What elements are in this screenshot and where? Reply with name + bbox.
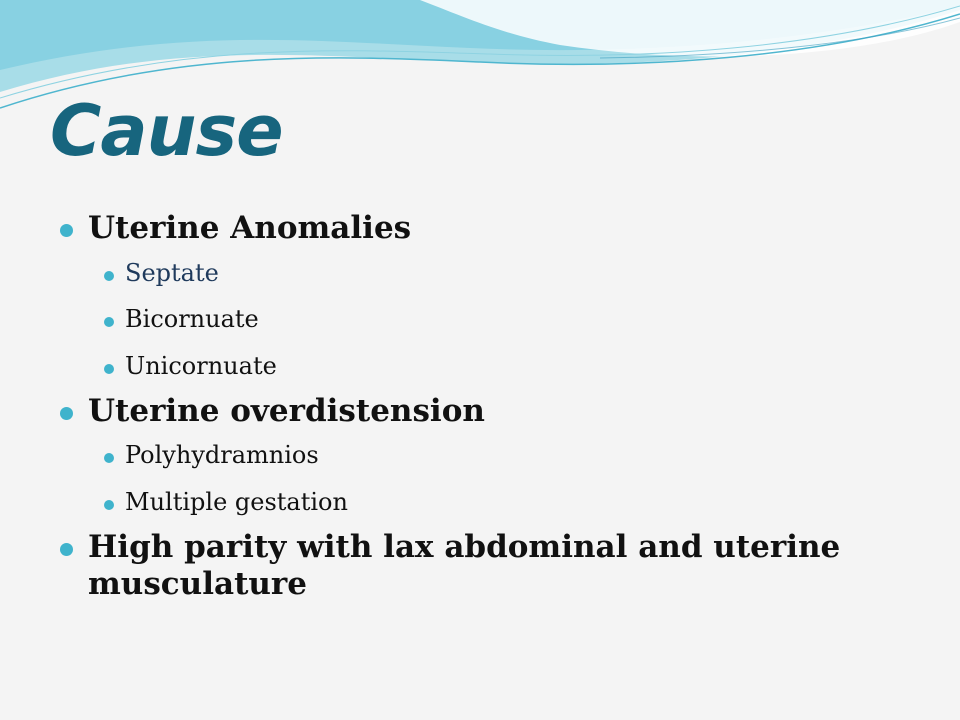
- bullet-uterine-anomalies: [60, 210, 920, 248]
- bullet-dot-icon: [104, 500, 114, 510]
- bullet-dot-icon: [104, 453, 114, 463]
- bullet-high-parity: [60, 529, 920, 605]
- bullet-dot-icon: [104, 317, 114, 327]
- slide-title: Cause: [50, 90, 283, 172]
- sub-bullet-bicornuate: [60, 306, 920, 334]
- bullet-dot-icon: [104, 271, 114, 281]
- bullet-dot-icon: [60, 543, 73, 556]
- sub-bullet-multiple-gestation: [60, 489, 920, 517]
- sub-bullet-septate: [60, 260, 920, 288]
- bullet-dot-icon: [104, 364, 114, 374]
- bullet-text: High parity with lax abdominal and uterine musculature: [88, 528, 841, 603]
- bullet-text: Uterine overdistension: [88, 392, 485, 429]
- sub-bullet-text: Unicornuate: [125, 352, 277, 380]
- sub-bullet-polyhydramnios: [60, 442, 920, 470]
- sub-bullet-text: Septate: [125, 258, 219, 287]
- sub-bullet-text: Multiple gestation: [125, 488, 348, 516]
- bullet-uterine-overdistension: [60, 393, 920, 431]
- sub-bullet-unicornuate: [60, 353, 920, 381]
- bullet-text: Uterine Anomalies: [88, 210, 412, 246]
- sub-bullet-text: Polyhydramnios: [125, 441, 319, 470]
- bullet-dot-icon: [60, 224, 73, 237]
- sub-bullet-text: Bicornuate: [125, 305, 259, 334]
- bullet-list: [60, 210, 920, 604]
- bullet-dot-icon: [60, 407, 73, 420]
